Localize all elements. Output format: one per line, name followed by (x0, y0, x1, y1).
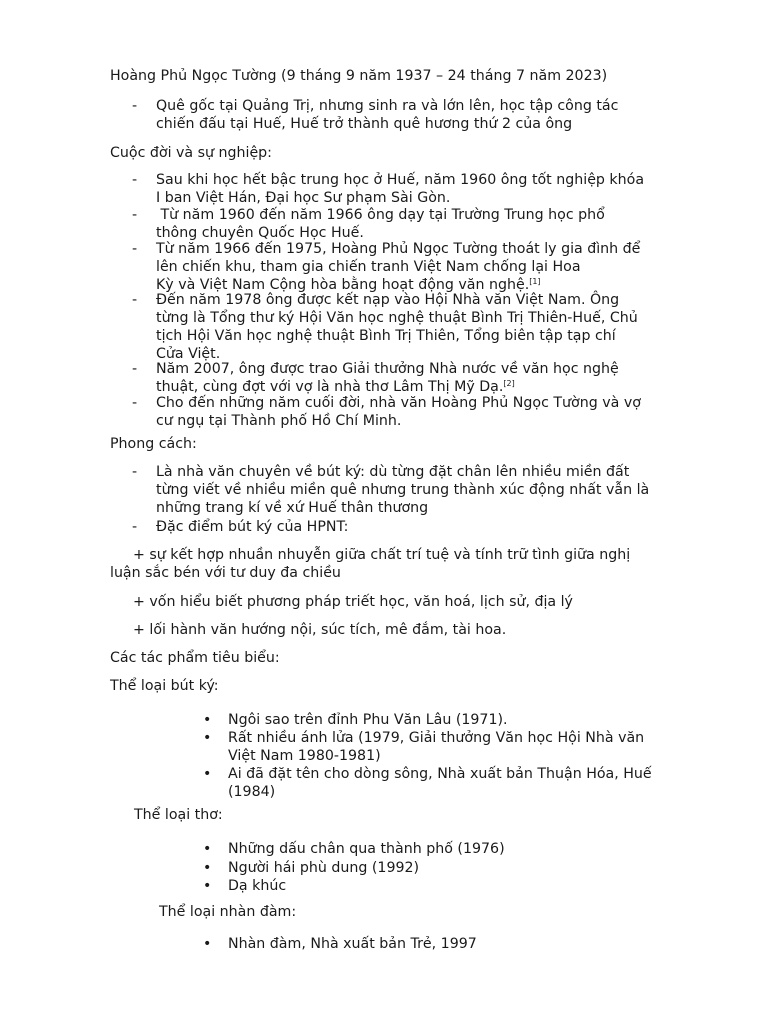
section-heading-style: Phong cách: (110, 436, 197, 452)
list-item-line: I ban Việt Hán, Đại học Sư phạm Sài Gòn. (156, 190, 451, 206)
dash-marker: - (132, 361, 138, 377)
list-item-line: Những dấu chân qua thành phố (1976) (228, 841, 505, 857)
footnote-ref[interactable]: [2] (503, 379, 515, 388)
bullet-marker: • (203, 712, 212, 728)
list-item-line: cư ngụ tại Thành phố Hồ Chí Minh. (156, 413, 402, 429)
section-heading-life: Cuộc đời và sự nghiệp: (110, 145, 272, 161)
list-item-line: (1984) (228, 784, 276, 800)
list-item-line: Sau khi học hết bậc trung học ở Huế, năm 1960 ông tốt nghiệp khóa (156, 172, 645, 188)
dash-marker: - (132, 172, 138, 188)
list-item-line: Cho đến những năm cuối đời, nhà văn Hoàng Phủ Ngọc Tường và vợ (156, 395, 641, 411)
list-item-line: Năm 2007, ông được trao Giải thưởng Nhà nước về văn học nghệ (156, 361, 619, 377)
list-item-line: những trang kí về xứ Huế thân thương (156, 500, 429, 516)
dash-marker: - (132, 98, 138, 114)
list-item-line: Cửa Việt. (156, 346, 221, 362)
list-item-line: Là nhà văn chuyên về bút ký: dù từng đặt chân lên nhiều miền đất (156, 464, 630, 480)
section-heading-works: Các tác phẩm tiêu biểu: (110, 650, 280, 666)
dash-marker: - (132, 395, 138, 411)
genre-heading-tho: Thể loại thơ: (134, 807, 223, 823)
dash-marker: - (132, 519, 138, 535)
list-item-line: Nhàn đàm, Nhà xuất bản Trẻ, 1997 (228, 936, 477, 952)
list-item-line: từng viết về nhiều miền quê nhưng trung thành xúc động nhất vẫn là (156, 482, 650, 498)
bullet-marker: • (203, 766, 212, 782)
list-item-line: Từ năm 1960 đến năm 1966 ông dạy tại Trường Trung học phổ (156, 207, 605, 223)
list-item-line: Rất nhiều ánh lửa (1979, Giải thưởng Văn học Hội Nhà văn (228, 730, 645, 746)
list-item-text: Kỳ và Việt Nam Cộng hòa bằng hoạt động văn nghệ. (156, 277, 530, 293)
list-item-line: thông chuyên Quốc Học Huế. (156, 225, 364, 241)
dash-marker: - (132, 464, 138, 480)
dash-marker: - (132, 241, 138, 257)
list-item-line: chiến đấu tại Huế, Huế trở thành quê hương thứ 2 của ông (156, 116, 573, 132)
genre-heading-nhandam: Thể loại nhàn đàm: (159, 904, 297, 920)
bullet-marker: • (203, 936, 212, 952)
bullet-marker: • (203, 841, 212, 857)
plus-item (110, 546, 631, 582)
list-item-line: lên chiến khu, tham gia chiến tranh Việt Nam chống lại Hoa (156, 259, 581, 275)
dash-marker: - (132, 292, 138, 308)
genre-heading-butky: Thể loại bút ký: (110, 678, 219, 694)
bullet-marker: • (203, 730, 212, 746)
footnote-ref[interactable]: [1] (529, 277, 541, 286)
list-item-line: Đặc điểm bút ký của HPNT: (156, 519, 349, 535)
document-title: Hoàng Phủ Ngọc Tường (9 tháng 9 năm 1937 – 24 tháng 7 năm 2023) (110, 68, 608, 84)
list-item-line: Đến năm 1978 ông được kết nạp vào Hội Nhà văn Việt Nam. Ông (156, 292, 620, 308)
list-item-line: Ngôi sao trên đỉnh Phu Văn Lâu (1971). (228, 712, 508, 728)
bullet-marker: • (203, 860, 212, 876)
list-item-line: Việt Nam 1980-1981) (228, 748, 381, 764)
dash-marker: - (132, 207, 138, 223)
list-item-line: Quê gốc tại Quảng Trị, nhưng sinh ra và lớn lên, học tập công tác (156, 98, 619, 114)
plus-item-line: luận sắc bén với tư duy đa chiều (110, 565, 341, 581)
plus-item-line: + sự kết hợp nhuần nhuyễn giữa chất trí tuệ và tính trữ tình giữa nghị (133, 547, 631, 563)
bullet-marker: • (203, 878, 212, 894)
list-item-line: từng là Tổng thư ký Hội Văn học nghệ thuật Bình Trị Thiên-Huế, Chủ (156, 310, 638, 326)
plus-item: + vốn hiểu biết phương pháp triết học, văn hoá, lịch sử, địa lý (133, 594, 573, 610)
list-item-line: Từ năm 1966 đến 1975, Hoàng Phủ Ngọc Tường thoát ly gia đình để (156, 241, 641, 257)
list-item-line: Ai đã đặt tên cho dòng sông, Nhà xuất bản Thuận Hóa, Huế (228, 766, 652, 782)
list-item-line: tịch Hội Văn học nghệ thuật Bình Trị Thiên, Tổng biên tập tạp chí (156, 328, 616, 344)
list-item-line: Dạ khúc (228, 878, 287, 894)
list-item-text: thuật, cùng đợt với vợ là nhà thơ Lâm Thị Mỹ Dạ. (156, 379, 504, 395)
list-item-line: Người hái phù dung (1992) (228, 860, 420, 876)
plus-item: + lối hành văn hướng nội, súc tích, mê đắm, tài hoa. (133, 622, 507, 638)
